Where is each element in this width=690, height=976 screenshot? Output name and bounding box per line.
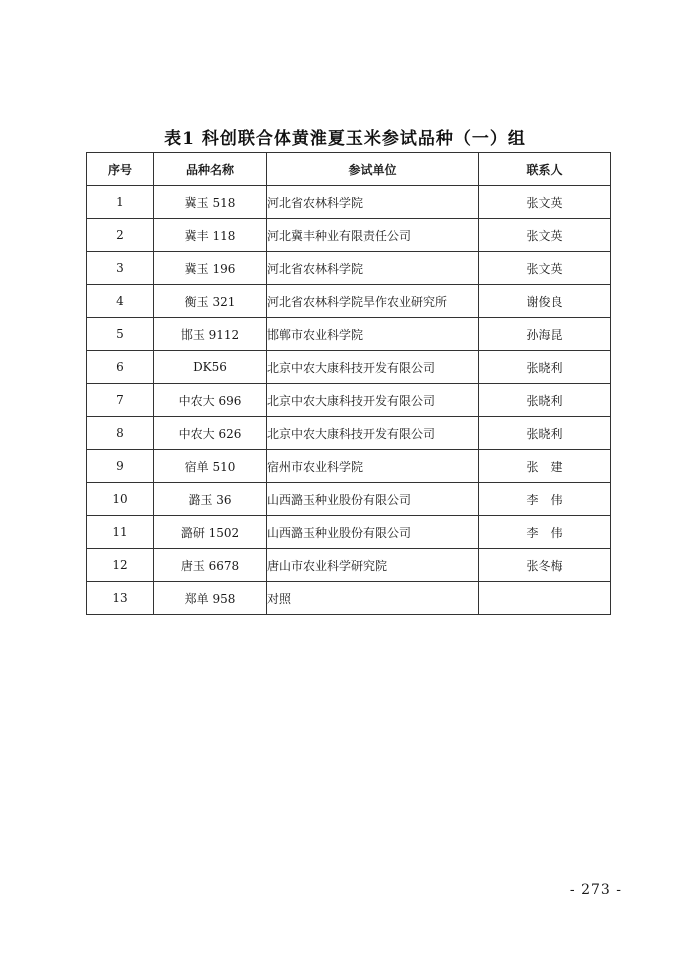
header-contact-person: 联系人 [479,153,611,186]
cell-contact-person: 张文英 [479,186,611,219]
cell-variety-name: 宿单 510 [154,450,267,483]
cell-variety-name: 郑单 958 [154,582,267,615]
cell-contact-person: 张晓利 [479,351,611,384]
page-number: - 273 - [569,882,622,898]
cell-variety-name: 邯玉 9112 [154,318,267,351]
cell-serial-no: 7 [87,384,154,417]
table-header-row [87,153,611,186]
cell-variety-name: 潞玉 36 [154,483,267,516]
cell-variety-name: 唐玉 6678 [154,549,267,582]
cell-participating-unit: 河北省农林科学院 [267,252,479,285]
cell-serial-no: 10 [87,483,154,516]
table-row [87,417,611,450]
cell-serial-no: 5 [87,318,154,351]
cell-serial-no: 12 [87,549,154,582]
cell-contact-person [479,582,611,615]
cell-serial-no: 9 [87,450,154,483]
cell-participating-unit: 山西潞玉种业股份有限公司 [267,483,479,516]
table-row [87,582,611,615]
cell-variety-name: 冀玉 518 [154,186,267,219]
cell-serial-no: 8 [87,417,154,450]
cell-variety-name: 冀玉 196 [154,252,267,285]
cell-participating-unit: 北京中农大康科技开发有限公司 [267,384,479,417]
cell-serial-no: 6 [87,351,154,384]
cell-variety-name: 衡玉 321 [154,285,267,318]
cell-participating-unit: 河北省农林科学院 [267,186,479,219]
cell-contact-person: 谢俊良 [479,285,611,318]
varieties-table [86,152,611,615]
cell-contact-person: 张文英 [479,219,611,252]
table-row [87,549,611,582]
cell-variety-name: 中农大 696 [154,384,267,417]
table-title: 表1 科创联合体黄淮夏玉米参试品种（一）组 [164,129,526,149]
table-row [87,252,611,285]
cell-contact-person: 张晓利 [479,417,611,450]
header-variety-name: 品种名称 [154,153,267,186]
cell-participating-unit: 河北省农林科学院旱作农业研究所 [267,285,479,318]
table-row [87,318,611,351]
header-participating-unit: 参试单位 [267,153,479,186]
cell-contact-person: 张冬梅 [479,549,611,582]
cell-contact-person: 张 建 [479,450,611,483]
cell-serial-no: 2 [87,219,154,252]
cell-participating-unit: 宿州市农业科学院 [267,450,479,483]
cell-participating-unit: 北京中农大康科技开发有限公司 [267,417,479,450]
cell-participating-unit: 邯郸市农业科学院 [267,318,479,351]
cell-variety-name: 中农大 626 [154,417,267,450]
table-row [87,450,611,483]
table-row [87,483,611,516]
table-row [87,516,611,549]
table-row [87,186,611,219]
cell-contact-person: 张晓利 [479,384,611,417]
table-row [87,219,611,252]
cell-serial-no: 13 [87,582,154,615]
cell-participating-unit: 河北冀丰种业有限责任公司 [267,219,479,252]
cell-serial-no: 1 [87,186,154,219]
header-serial-no: 序号 [87,153,154,186]
cell-variety-name: DK56 [154,351,267,384]
cell-contact-person: 张文英 [479,252,611,285]
cell-contact-person: 孙海昆 [479,318,611,351]
cell-participating-unit: 山西潞玉种业股份有限公司 [267,516,479,549]
cell-participating-unit: 对照 [267,582,479,615]
cell-contact-person: 李 伟 [479,483,611,516]
table-row [87,351,611,384]
cell-contact-person: 李 伟 [479,516,611,549]
table-row [87,285,611,318]
cell-variety-name: 潞研 1502 [154,516,267,549]
cell-variety-name: 冀丰 118 [154,219,267,252]
cell-serial-no: 11 [87,516,154,549]
cell-serial-no: 3 [87,252,154,285]
table-row [87,384,611,417]
cell-serial-no: 4 [87,285,154,318]
cell-participating-unit: 唐山市农业科学研究院 [267,549,479,582]
cell-participating-unit: 北京中农大康科技开发有限公司 [267,351,479,384]
